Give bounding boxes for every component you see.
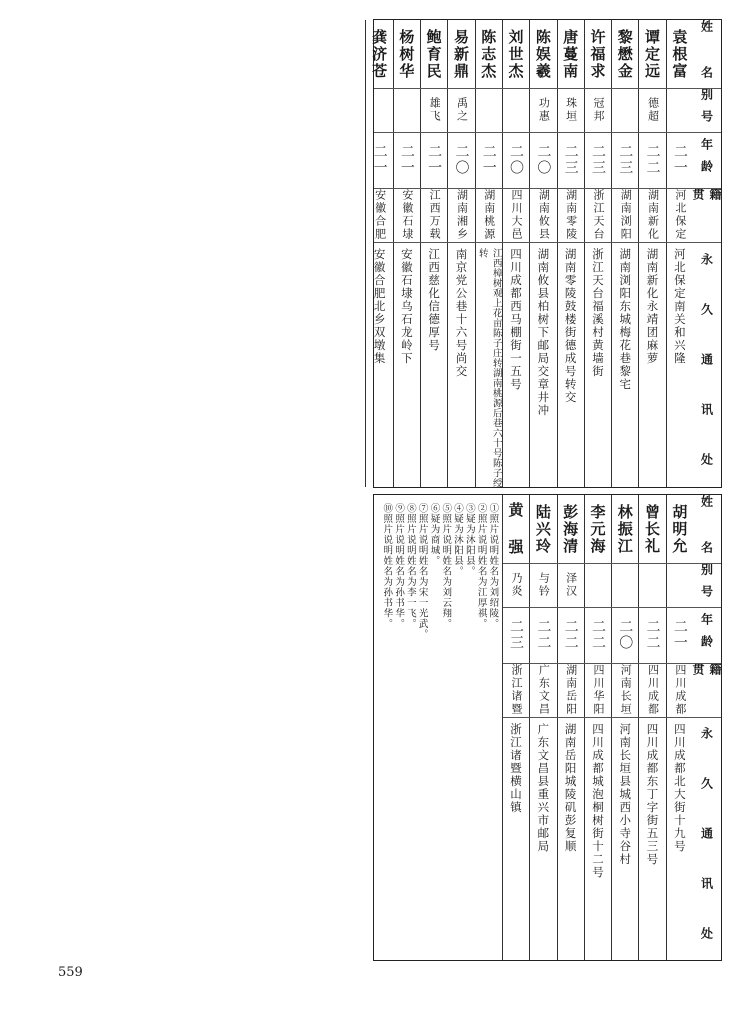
person-origin: 浙江诸暨 [510,664,524,716]
person-address: 四川成都城泡桐树街十二号 [590,723,605,879]
footnote: ⑦照片说明姓名为宋一光武。 [416,503,428,640]
footnote: ⑨照片说明姓名为孙书华。 [393,503,405,629]
header-origin: 籍 贯 [691,663,722,685]
footnote: ④疑为沐阳县。 [452,503,464,577]
person-alias [503,88,529,132]
person-age: 二〇 [535,144,552,176]
person-name: 刘世杰 [506,28,525,80]
person-origin: 四川成都 [673,664,687,716]
person-origin: 湖南湘乡 [455,189,469,241]
roster-table-bottom [373,494,722,961]
person-age: 二一 [480,144,497,176]
person-origin: 广东文昌 [537,664,551,716]
person-name: 袁根富 [670,28,689,80]
person-origin: 江西万载 [428,189,442,241]
person-column [502,495,529,960]
person-alias: 德超 [646,97,660,123]
person-column [475,20,502,487]
person-origin: 四川华阳 [591,664,605,716]
person-column [365,20,392,487]
person-address: 湖南岳阳城陵矶彭复顺 [563,723,578,853]
footnotes [374,495,503,960]
person-age: 二二 [562,619,579,651]
person-alias: 泽汉 [564,572,578,598]
person-column [529,20,556,487]
page-number: 559 [58,965,83,980]
header-address: 永 久 通 讯 处 [699,252,714,477]
person-origin: 湖南岳阳 [564,664,578,716]
person-alias [667,563,693,607]
person-alias [612,88,638,132]
person-alias: 功惠 [537,97,551,123]
person-origin: 河南长垣 [619,664,633,716]
person-age: 二一 [371,144,388,176]
header-name: 姓 名 [699,20,714,88]
person-alias [476,88,502,132]
person-column [557,20,584,487]
person-age: 二一 [671,144,688,176]
person-name: 陆兴玲 [533,503,552,555]
person-name: 曾长礼 [643,503,662,555]
person-age: 二〇 [508,144,525,176]
person-name: 陈志杰 [479,28,498,80]
person-address: 南京党公巷十六号尚交 [454,248,469,378]
person-alias: 乃炎 [510,572,524,598]
person-address: 四川成都东丁字街五三号 [645,723,660,866]
person-address: 江西樟树观上花亩陈子庄转湖南桃源后巷六十号陈子绶转 [476,248,502,488]
person-alias: 禹之 [455,97,469,123]
person-column [420,20,447,487]
person-origin: 安徽石埭 [400,189,414,241]
person-origin: 河北保定 [673,189,687,241]
footnote: ⑤照片说明姓名为刘云翔。 [440,503,452,629]
person-origin: 浙江天台 [591,189,605,241]
footnote: ①照片说明姓名为刘绍陵。 [487,503,499,629]
footnote: ⑧照片说明姓名为李一飞。 [404,503,416,629]
person-age: 二二 [644,144,661,176]
person-name: 易新鼎 [451,28,470,80]
person-name: 林振江 [615,503,634,555]
person-name: 许福求 [588,28,607,80]
person-name: 龚济苍 [370,28,389,80]
person-origin: 四川大邑 [510,189,524,241]
person-age: 二〇 [453,144,470,176]
roster-table-top [370,19,722,488]
person-name: 李元海 [588,503,607,555]
person-address: 四川成都西马棚街一五号 [509,248,524,391]
person-age: 二〇 [617,619,634,651]
row-divider [374,88,721,89]
header-age: 年龄 [699,138,714,182]
person-name: 彭海清 [561,503,580,555]
person-name: 黎懋金 [615,28,634,80]
person-origin: 湖南桃源 [482,189,496,241]
person-address: 湖南新化永靖团麻萝 [645,248,660,365]
header-column [693,495,721,960]
person-age: 二一 [671,619,688,651]
person-origin: 安徽合肥 [373,189,387,241]
row-divider [502,717,721,718]
person-column [611,495,638,960]
person-alias [366,88,392,132]
row-divider [374,132,721,133]
person-alias: 雄飞 [428,97,442,123]
person-alias [639,563,665,607]
person-origin: 湖南浏阳 [619,189,633,241]
row-divider [374,188,721,189]
person-name: 鲍育民 [424,28,443,80]
person-column [529,495,556,960]
person-name: 唐蔓南 [561,28,580,80]
person-address: 安徽石埭乌石龙岭下 [399,248,414,365]
person-address: 江西慈化信德厚号 [427,248,442,352]
person-origin: 湖南零陵 [564,189,578,241]
person-origin: 湖南新化 [646,189,660,241]
person-address: 河南长垣县城西小寺谷村 [618,723,633,866]
person-column [584,20,611,487]
person-age: 二一 [426,144,443,176]
person-address: 湖南浏阳东城梅花巷黎宅 [618,248,633,391]
person-column [557,495,584,960]
header-name: 姓 名 [699,495,714,563]
person-origin: 四川成都 [646,664,660,716]
person-column [638,495,665,960]
person-name: 杨树华 [397,28,416,80]
person-origin: 湖南攸县 [537,189,551,241]
header-column [693,20,721,487]
person-alias: 冠邦 [591,97,605,123]
person-alias [585,563,611,607]
person-column [502,20,529,487]
header-alias: 别号 [699,563,714,607]
person-age: 二二 [535,619,552,651]
person-column [666,495,693,960]
person-age: 二三 [617,144,634,176]
person-address: 湖南攸县柏树下邮局交章井冲 [536,248,551,417]
person-address: 浙江天台福溪村黄墙街 [590,248,605,378]
person-column [393,20,420,487]
person-address: 河北保定南关和兴隆 [672,248,687,365]
header-age: 年龄 [699,613,714,657]
person-address: 湖南零陵鼓楼街德成号转交 [563,248,578,404]
header-alias: 别号 [699,88,714,132]
person-address: 广东文昌县重兴市邮局 [536,723,551,853]
person-column [584,495,611,960]
footnote: ②照片说明姓名为江厚祺。 [475,503,487,629]
person-column [638,20,665,487]
footnote: ③疑为沐阳县。 [463,503,475,577]
person-age: 二三 [589,144,606,176]
person-address: 四川成都北大街十九号 [672,723,687,853]
person-age: 二一 [398,144,415,176]
person-address: 安徽合肥北乡双墩集 [372,248,387,365]
person-alias [612,563,638,607]
person-alias: 与钤 [537,572,551,598]
person-name: 黄 强 [506,502,525,556]
person-name: 谭定远 [643,28,662,80]
person-alias [667,88,693,132]
person-alias: 珠垣 [564,97,578,123]
row-divider [374,242,721,243]
header-address: 永 久 通 讯 处 [699,726,714,951]
person-column [447,20,474,487]
person-column [611,20,638,487]
person-column [666,20,693,487]
header-origin: 籍 贯 [691,188,722,210]
footnote: ⑥疑为商城。 [428,503,440,566]
row-divider [502,607,721,608]
person-age: 二三 [562,144,579,176]
person-age: 二三 [508,619,525,651]
row-divider [502,563,721,564]
row-divider [502,663,721,664]
person-name: 陈娱羲 [533,28,552,80]
person-address: 浙江诸暨横山镇 [509,723,524,814]
person-age: 二二 [589,619,606,651]
person-age: 二二 [644,619,661,651]
person-alias [394,88,420,132]
footnote: ⑩照片说明姓名为孙书华。 [381,503,393,629]
person-name: 胡明允 [670,503,689,555]
